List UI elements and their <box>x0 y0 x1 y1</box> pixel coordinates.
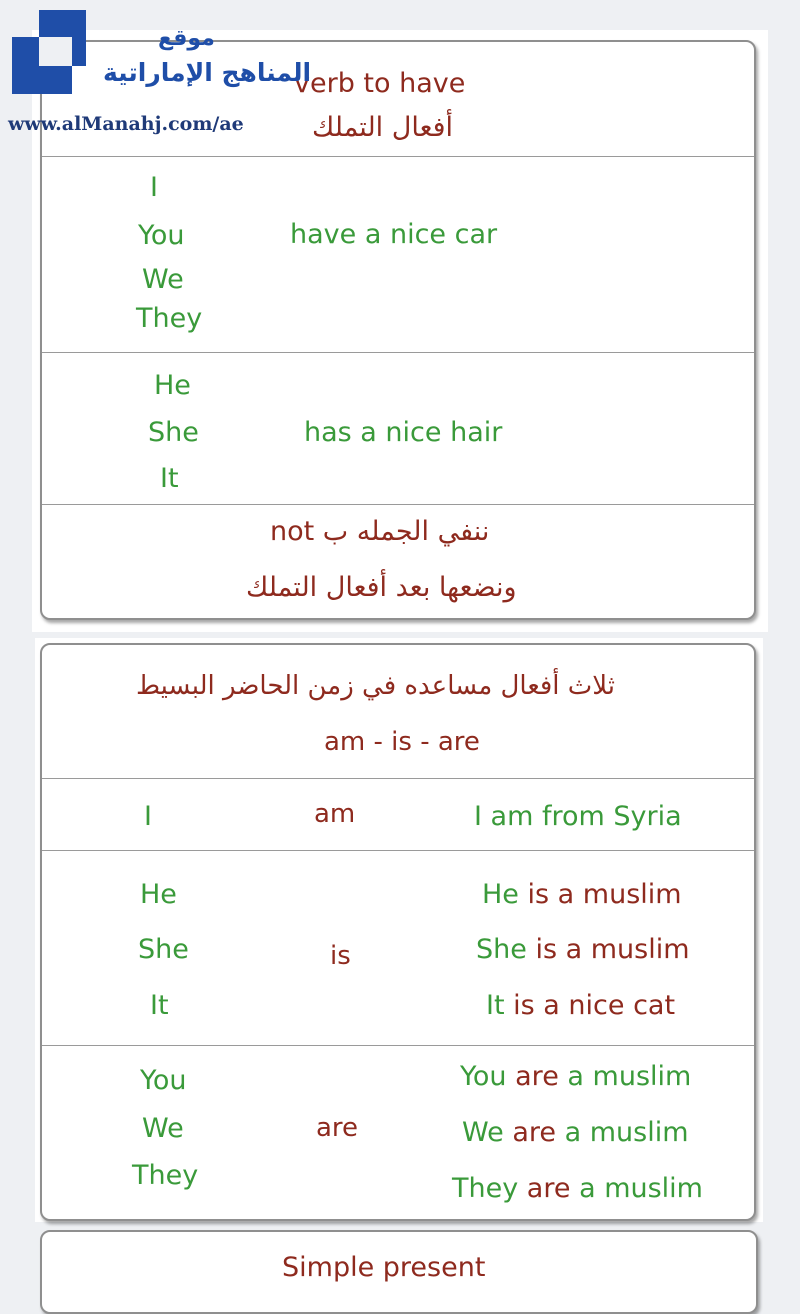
pronoun-it: It <box>150 990 169 1021</box>
pronoun-it: It <box>160 463 179 494</box>
pronoun-you: You <box>138 220 185 251</box>
divider <box>42 352 754 353</box>
divider <box>42 850 754 851</box>
watermark-site-name: المناهج الإماراتية <box>103 58 312 87</box>
verb-are: are <box>316 1113 359 1143</box>
pronoun-they: They <box>132 1160 199 1191</box>
pronoun-she: She <box>138 934 189 965</box>
card-am-is-are <box>40 643 756 1221</box>
note-negation: ننفي الجمله ب not <box>270 516 490 547</box>
example-are-we: We are a muslim <box>462 1117 689 1148</box>
divider <box>42 504 754 505</box>
example-am: I am from Syria <box>474 801 682 832</box>
sentence-have: have a nice car <box>290 219 498 250</box>
sentence-has: has a nice hair <box>304 417 503 448</box>
pronoun-we: We <box>142 264 184 295</box>
pronoun-he: He <box>154 370 191 401</box>
card-simple-present <box>40 1230 758 1314</box>
title-arabic-possession: أفعال التملك <box>312 112 454 143</box>
pronoun-you: You <box>140 1065 187 1096</box>
title-verb-to-have: verb to have <box>294 68 466 99</box>
divider <box>42 778 754 779</box>
example-are-they: They are a muslim <box>452 1173 703 1204</box>
pronoun-i: I <box>144 801 152 832</box>
watermark-url: www.alManahj.com/ae <box>8 113 244 135</box>
pronoun-she: She <box>148 417 199 448</box>
example-is-he: He is a muslim <box>482 879 682 910</box>
pronoun-we: We <box>142 1113 184 1144</box>
verb-is: is <box>330 941 351 971</box>
title-am-is-are: am - is - are <box>324 727 480 757</box>
title-simple-present: Simple present <box>282 1252 486 1283</box>
pronoun-he: He <box>140 879 177 910</box>
watermark-site-label: موقع <box>158 26 215 51</box>
example-is-she: She is a muslim <box>476 934 690 965</box>
site-logo-icon <box>12 10 86 94</box>
divider <box>42 156 754 157</box>
verb-am: am <box>314 799 356 829</box>
example-are-you: You are a muslim <box>460 1061 692 1092</box>
pronoun-they: They <box>136 303 203 334</box>
example-is-it: It is a nice cat <box>486 990 676 1021</box>
pronoun-i: I <box>150 172 158 203</box>
note-placement: ونضعها بعد أفعال التملك <box>246 572 517 603</box>
title-arabic-auxiliary: ثلاث أفعال مساعده في زمن الحاضر البسيط <box>136 671 616 701</box>
divider <box>42 1045 754 1046</box>
